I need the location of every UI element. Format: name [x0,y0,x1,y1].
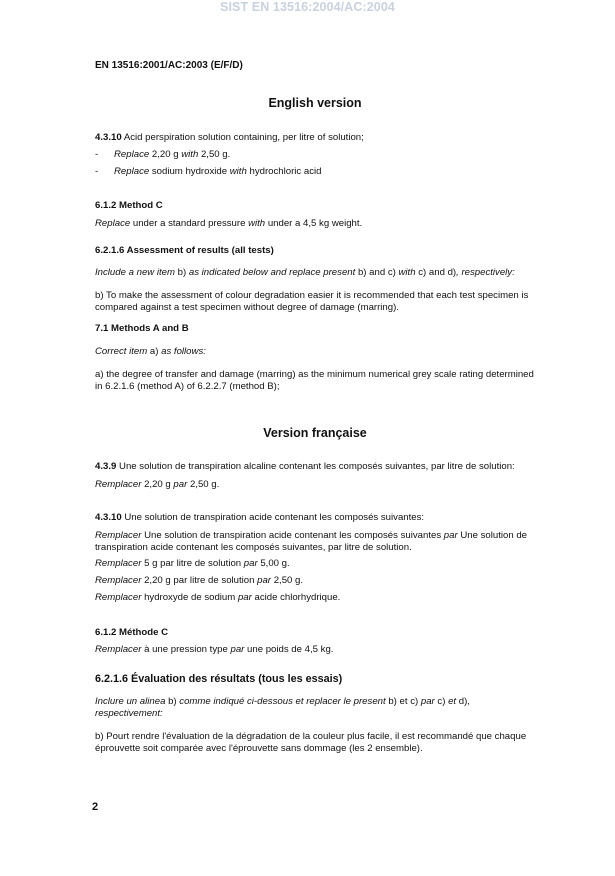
clause-text: Une solution de transpiration acide contenant les composés suivantes: [124,512,425,523]
clause-number: 4.3.9 [95,461,117,472]
old-value: 2,20 g [151,149,179,160]
new-value: 2,50 g. [189,479,220,490]
fr-text-6-1-2 [95,644,535,656]
old-value: Une solution de transpiration acide contenant les composés suivantes [144,530,442,541]
keyword-par: par [443,530,458,541]
keyword-remplacer: Remplacer [95,479,142,490]
document-reference: EN 13516:2001/AC:2003 (E/F/D) [95,60,243,71]
page-number: 2 [92,801,99,813]
english-version-heading: English version [268,96,362,110]
new-value: Une solution de transpiration acide contenant les composés suivantes, par litre de solution. [95,530,528,553]
keyword-par: par [173,479,188,490]
fr-replace-line [95,530,535,553]
keyword-remplacer: Remplacer [95,558,142,569]
new-value: 5,00 g. [260,558,290,569]
old-value: 2,20 g par litre de solution [144,575,255,586]
keyword-par: par [257,575,272,586]
list-dash: - [95,166,99,177]
instruction-keyword: Inclure un alinea [95,696,166,707]
keyword-remplacer: Remplacer [95,530,142,541]
en-list-item [95,149,535,161]
fr-replace-line [95,558,535,570]
en-heading-6-2-1-6: 6.2.1.6 Assessment of results (all tests) [95,245,274,256]
keyword-remplacer: Remplacer [95,575,142,586]
keyword-par: par [237,592,252,603]
instruction-keyword: as follows: [161,346,206,357]
en-heading-7-1: 7.1 Methods A and B [95,323,189,334]
old-value: sodium hydroxide [151,166,228,177]
keyword-with: with [229,166,247,177]
en-text-6-1-2 [95,218,535,230]
en-list-item [95,166,535,178]
list-dash: - [95,149,99,160]
instruction-keyword: Include a new item [95,267,175,278]
keyword-replace: Replace [114,166,150,177]
keyword-par: par [243,558,258,569]
en-paragraph-a: a) the degree of transfer and damage (marring) as the minimum numerical grey scale rating determined in 6.2.1.6 (method A) of 6.2.2.7 (method B); [95,369,534,392]
keyword-with: with [181,149,199,160]
instruction-keyword: et [448,696,457,707]
clause-text: Une solution de transpiration alcaline contenant les composés suivantes, par litre de solution: [119,461,515,472]
instruction-keyword: , respectively: [456,267,515,278]
old-value: 5 g par litre de solution [144,558,242,569]
keyword-remplacer: Remplacer [95,644,142,655]
new-value: under a 4,5 kg weight. [267,218,363,229]
keyword-replace: Replace [114,149,150,160]
instruction-keyword: comme indiqué ci-dessous et replacer le present [179,696,386,707]
new-value: 2,50 g. [200,149,231,160]
clause-number: 4.3.10 [95,512,122,523]
old-value: 2,20 g [144,479,171,490]
fr-instruction-6-2-1-6 [95,696,535,719]
french-version-heading: Version française [263,426,367,440]
instruction-keyword: Correct item [95,346,148,357]
new-value: acide chlorhydrique. [254,592,341,603]
fr-replace-line [95,575,535,587]
fr-clause-4-3-9 [95,461,535,473]
fr-replace-line [95,479,535,491]
en-instruction-6-2-1-6 [95,267,535,279]
clause-text: Acid perspiration solution containing, per litre of solution; [123,132,364,143]
old-value: à une pression type [144,644,228,655]
fr-heading-6-1-2: 6.1.2 Méthode C [95,627,169,638]
fr-paragraph-b: b) Pourt rendre l'évaluation de la dégradation de la couleur plus facile, il est recommandé que chaque éprouvette soit comparée avec l'éprouvette sans dommage (les 2 ensemble). [95,731,527,754]
item-ref: b) [177,267,187,278]
en-instruction-7-1 [95,346,535,358]
item-ref: b) et c) [388,696,419,707]
fr-replace-line [95,592,535,604]
new-value: une poids de 4,5 kg. [247,644,334,655]
keyword-remplacer: Remplacer [95,592,142,603]
instruction-keyword: as indicated below and replace present [188,267,356,278]
item-ref: b) [168,696,177,707]
instruction-keyword: respectivement: [95,707,163,719]
keyword-replace: Replace [95,218,131,229]
en-heading-6-1-2: 6.1.2 Method C [95,200,163,211]
new-value: 2,50 g. [273,575,304,586]
keyword-with: with [248,218,266,229]
item-ref: d), [458,696,470,707]
item-ref: c) and d) [418,267,457,278]
instruction-keyword: with [398,267,416,278]
item-ref: a) [149,346,159,357]
en-clause-4-3-10 [95,132,535,144]
old-value: hydroxyde de sodium [144,592,236,603]
item-ref: b) and c) [357,267,396,278]
new-value: hydrochloric acid [249,166,322,177]
clause-number: 4.3.10 [95,132,122,143]
old-value: under a standard pressure [132,218,246,229]
fr-clause-4-3-10 [95,512,535,524]
watermark: SIST EN 13516:2004/AC:2004 [220,0,395,14]
en-paragraph-b: b) To make the assessment of colour degradation easier it is recommended that each test specimen is compared against a test specimen without degree of damage (marring). [95,290,529,313]
keyword-par: par [230,644,245,655]
instruction-keyword: par [420,696,435,707]
item-ref: c) [437,696,446,707]
fr-heading-6-2-1-6: 6.2.1.6 Évaluation des résultats (tous les essais) [95,673,343,685]
